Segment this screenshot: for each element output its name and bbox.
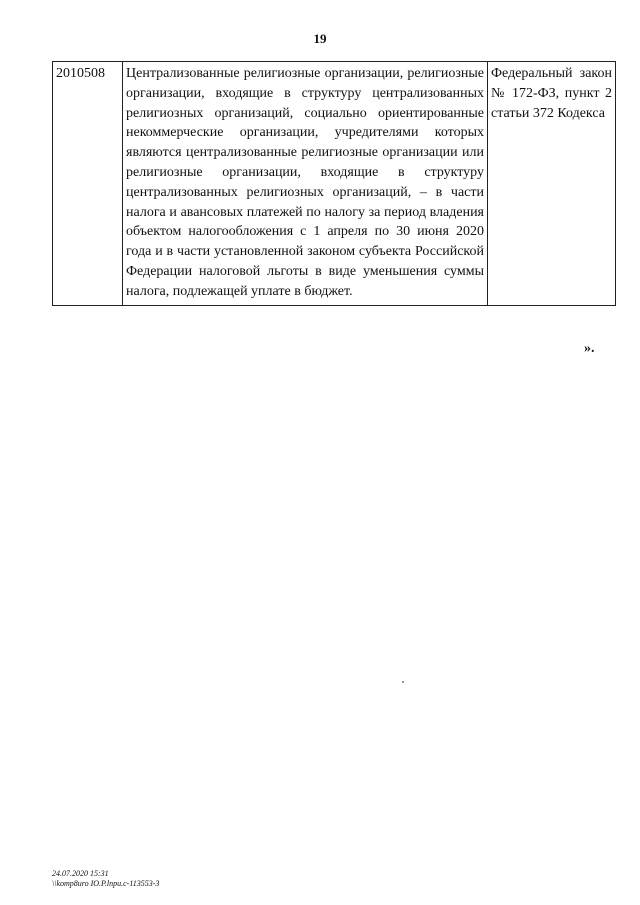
page-number: 19 bbox=[313, 31, 327, 46]
scan-speck bbox=[402, 681, 404, 683]
tax-code-table bbox=[52, 61, 616, 306]
table-row bbox=[53, 62, 616, 306]
footer-timestamp: 24.07.2020 15:31 bbox=[52, 869, 109, 878]
law-reference-cell: Федеральный закон № 172-ФЗ, пункт 2 статьи 372 Кодекса bbox=[488, 62, 616, 306]
closing-quote: ». bbox=[584, 341, 595, 356]
description-cell: Централизованные религиозные организации, религиозные организации, входящие в структуру централизованных религиозных организаций, социально ориентированные некоммерческие организации, учредителями которых являются централизованные религиозные организации или религиозные организации, входящие в структуру централизованных религиозных организаций, – в части налога и авансовых платежей по налогу за период владения объектом налогообложения с 1 апреля по 30 июня 2020 года и в части установленной законом субъекта Российской Федерации налоговой льготы в виде уменьшения суммы налога, подлежащей уплате в бюджет. bbox=[123, 62, 488, 306]
document-footer bbox=[52, 869, 159, 889]
code-cell: 2010508 bbox=[53, 62, 123, 306]
footer-file-path: \\komp8uro IO.P.lnpu.c-113553-3 bbox=[52, 879, 160, 888]
